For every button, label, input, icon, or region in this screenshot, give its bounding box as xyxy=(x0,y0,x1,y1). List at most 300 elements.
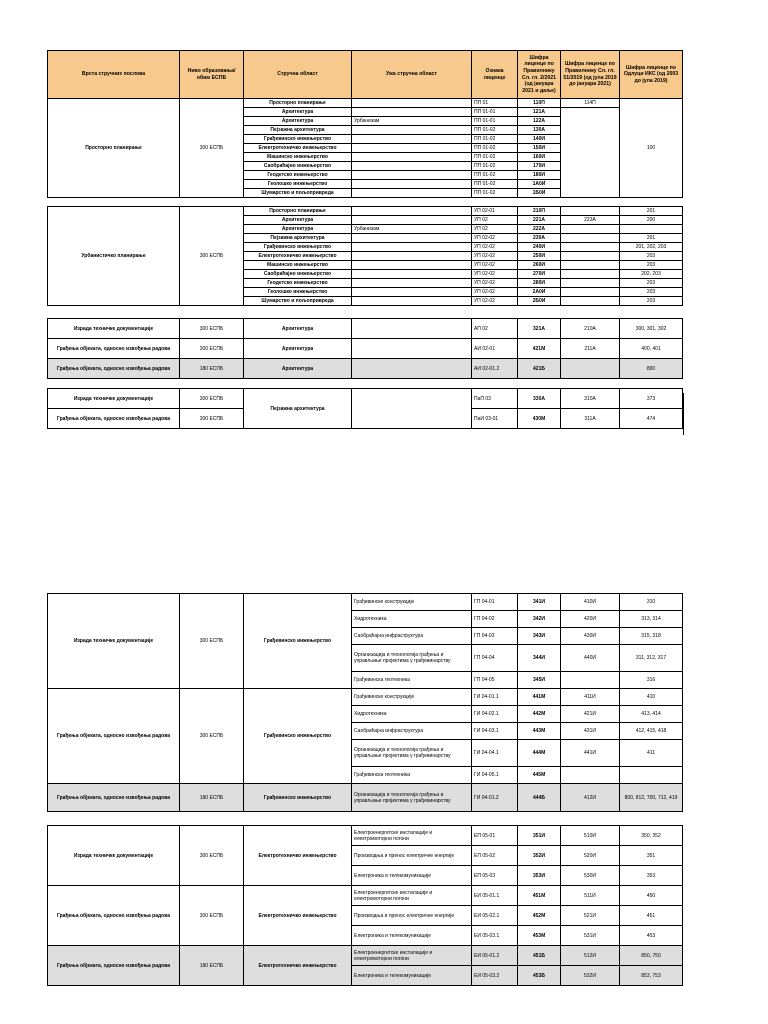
code-2003-cell: 202, 203 xyxy=(620,270,683,279)
license-mark-cell: ЕИ 05-03.2 xyxy=(472,966,518,986)
narrow-area-cell: Производња и пренос електричне енергије xyxy=(352,906,472,926)
code-2021-cell: 351И xyxy=(518,826,561,846)
area-cell: Просторно планирање xyxy=(244,207,352,216)
code-2003-cell: 316 xyxy=(620,672,683,689)
narrow-area-cell: Електроенергетске инсталације и електромоторни погони xyxy=(352,886,472,906)
code-2021-cell: 430М xyxy=(518,409,561,429)
table-header-row xyxy=(48,51,683,99)
code-2019-cell: 412И xyxy=(561,784,620,812)
code-2021-cell: 342И xyxy=(518,611,561,628)
area-cell: Архитектура xyxy=(244,216,352,225)
area-cell: Грађевинско инжењерство xyxy=(244,594,352,689)
license-mark-cell: ЕП 05-01 xyxy=(472,826,518,846)
level-cell: 300 ЕСПБ xyxy=(180,99,244,198)
header-narrow-area: Ужа стручна област xyxy=(352,51,472,99)
area-cell: Шумарство и пољопривреда xyxy=(244,297,352,306)
table-electrical-engineering xyxy=(47,825,683,986)
code-2019-cell xyxy=(561,767,620,784)
narrow-area-cell xyxy=(352,171,472,180)
work-type-cell: Грађења објеката, односно извођења радова xyxy=(48,689,180,784)
code-2003-cell: 201 xyxy=(620,207,683,216)
narrow-area-cell xyxy=(352,279,472,288)
code-2019-cell: 310А xyxy=(561,389,620,409)
code-2003-cell: 100 xyxy=(620,99,683,198)
code-2021-cell: 110П xyxy=(518,99,561,108)
narrow-area-cell xyxy=(352,189,472,198)
work-type-cell: Грађења објеката, односно извођења радова xyxy=(48,784,180,812)
license-mark-cell: ПП 01-02 xyxy=(472,135,518,144)
code-2021-cell: 344И xyxy=(518,645,561,672)
group5-body xyxy=(48,594,683,812)
code-2021-cell: 221А xyxy=(518,216,561,225)
narrow-area-cell: Грађевинске конструкције xyxy=(352,689,472,706)
code-2019-cell: 530И xyxy=(561,866,620,886)
group6-body xyxy=(48,826,683,986)
code-2019-cell xyxy=(561,207,620,216)
level-cell: 300 ЕСПБ xyxy=(180,689,244,784)
level-cell: 300 ЕСПБ xyxy=(180,826,244,886)
license-mark-cell: ПП 01-01 xyxy=(472,117,518,126)
header-license-mark: Ознака лиценце xyxy=(472,51,518,99)
license-mark-cell: АП 02 xyxy=(472,319,518,339)
right-border-line xyxy=(683,393,684,435)
code-2021-cell: 280И xyxy=(518,279,561,288)
code-2003-cell: 853, 753 xyxy=(620,966,683,986)
code-2019-cell: 410И xyxy=(561,594,620,611)
work-type-cell: Грађења објеката, односно извођења радова xyxy=(48,339,180,359)
license-mark-cell: АИ 02-01 xyxy=(472,339,518,359)
work-type-cell: Израда техничке документације xyxy=(48,319,180,339)
area-cell: Геодетско инжењерство xyxy=(244,279,352,288)
area-cell: Машинско инжењерство xyxy=(244,261,352,270)
license-mark-cell: ЕП 05-02 xyxy=(472,846,518,866)
area-cell: Архитектура xyxy=(244,225,352,234)
work-type-cell: Израда техничке документације xyxy=(48,389,180,409)
code-2019-cell xyxy=(561,234,620,243)
code-2021-cell: 180И xyxy=(518,171,561,180)
code-2019-cell: 223А xyxy=(561,216,620,225)
code-2019-cell xyxy=(561,225,620,234)
area-cell: Архитектура xyxy=(244,108,352,117)
narrow-area-cell xyxy=(352,243,472,252)
table-urban-planning xyxy=(47,206,683,306)
code-2003-cell: 453 xyxy=(620,926,683,946)
table-row xyxy=(48,207,683,216)
code-2019-cell: 114П xyxy=(561,99,620,108)
license-mark-cell: ПП 01-01 xyxy=(472,108,518,117)
narrow-area-cell: Електроенергетске инсталације и електромоторни погони xyxy=(352,826,472,846)
area-cell: Геолошко инжењерство xyxy=(244,288,352,297)
narrow-area-cell xyxy=(352,339,472,359)
area-cell: Електротехничко инжењерство xyxy=(244,252,352,261)
code-2019-cell: 311А xyxy=(561,409,620,429)
header-education-level: Ниво образовања/обим ЕСПБ xyxy=(180,51,244,99)
code-2019-cell: 211А xyxy=(561,339,620,359)
code-2019-cell: 411И xyxy=(561,689,620,706)
code-2003-cell: 350, 352 xyxy=(620,826,683,846)
area-cell: Грађевинско инжењерство xyxy=(244,784,352,812)
license-mark-cell: УП 02-01 xyxy=(472,207,518,216)
area-cell: Електротехничко инжењерство xyxy=(244,144,352,153)
code-2003-cell: 450 xyxy=(620,886,683,906)
license-mark-cell: ПП 01-02 xyxy=(472,171,518,180)
code-2021-cell: 160И xyxy=(518,153,561,162)
code-2003-cell: 411 xyxy=(620,740,683,767)
narrow-area-cell: Организација и технологија грађења и управљање пројектима у грађевинарству xyxy=(352,645,472,672)
group3-body xyxy=(48,319,683,379)
table-row xyxy=(48,946,683,966)
table-row xyxy=(48,689,683,706)
license-mark-cell: ПП 01-02 xyxy=(472,189,518,198)
header-code-2019: Шифра лиценце по Правилнику Сл. гл. 51/2019 (од јула 2019 до јануара 2021) xyxy=(561,51,620,99)
code-2021-cell: 451М xyxy=(518,886,561,906)
code-2003-cell: 310 xyxy=(620,594,683,611)
code-2021-cell: 230А xyxy=(518,234,561,243)
code-2021-cell: 352И xyxy=(518,846,561,866)
area-cell: Пејзажна архитектура xyxy=(244,234,352,243)
narrow-area-cell xyxy=(352,297,472,306)
code-2003-cell: 474 xyxy=(620,409,683,429)
level-cell: 180 ЕСПБ xyxy=(180,946,244,986)
code-2021-cell: 444Б xyxy=(518,784,561,812)
table-row xyxy=(48,339,683,359)
code-2021-cell: 452М xyxy=(518,906,561,926)
code-2003-cell: 300, 301, 302 xyxy=(620,319,683,339)
license-mark-cell: ГП 04-01 xyxy=(472,594,518,611)
license-mark-cell: ГП 04-03 xyxy=(472,628,518,645)
license-mark-cell: ГИ 04-03.1 xyxy=(472,723,518,740)
code-2021-cell: 445М xyxy=(518,767,561,784)
license-mark-cell: ПП 01-02 xyxy=(472,180,518,189)
area-cell: Електротехничко инжењерство xyxy=(244,946,352,986)
license-mark-cell: ПП 01-02 xyxy=(472,144,518,153)
license-mark-cell: ГИ 04-05.1 xyxy=(472,767,518,784)
work-type-cell: Грађења објеката, односно извођења радова xyxy=(48,946,180,986)
code-2019-cell xyxy=(561,288,620,297)
code-2019-cell xyxy=(561,243,620,252)
license-mark-cell: ГИ 04-04.1 xyxy=(472,740,518,767)
code-2003-cell: 412, 415, 418 xyxy=(620,723,683,740)
table-row xyxy=(48,319,683,339)
narrow-area-cell xyxy=(352,389,472,429)
code-2019-cell: 512И xyxy=(561,946,620,966)
code-2021-cell: 150И xyxy=(518,144,561,153)
code-2021-cell: 140И xyxy=(518,135,561,144)
area-cell: Архитектура xyxy=(244,359,352,379)
license-mark-cell: УП 02-02 xyxy=(472,261,518,270)
work-type-cell: Израда техничке документације xyxy=(48,826,180,886)
narrow-area-cell xyxy=(352,162,472,171)
level-cell: 300 ЕСПБ xyxy=(180,389,244,409)
license-mark-cell: ПП 01-02 xyxy=(472,126,518,135)
code-2019-cell: 510И xyxy=(561,826,620,846)
work-type-cell: Грађења објеката, односно извођења радова xyxy=(48,359,180,379)
area-cell: Грађевинско инжењерство xyxy=(244,243,352,252)
narrow-area-cell: Производња и пренос електричне енергије xyxy=(352,846,472,866)
code-2019-cell: 431И xyxy=(561,723,620,740)
code-2021-cell: 222А xyxy=(518,225,561,234)
code-2003-cell: 315, 318 xyxy=(620,628,683,645)
code-2019-cell xyxy=(561,261,620,270)
area-cell: Шумарство и пољопривреда xyxy=(244,189,352,198)
header-code-2021: Шифра лиценце по Правилнику Сл. гл. 2/2021 (од јануара 2021 и даље) xyxy=(518,51,561,99)
narrow-area-cell: Хидротехника xyxy=(352,706,472,723)
code-2003-cell: 200 xyxy=(620,216,683,225)
narrow-area-cell xyxy=(352,144,472,153)
license-mark-cell: ЕИ 05-01.1 xyxy=(472,886,518,906)
table-landscape-architecture xyxy=(47,388,683,429)
narrow-area-cell xyxy=(352,108,472,117)
license-mark-cell: ГИ 04-01.2 xyxy=(472,784,518,812)
code-2019-cell: 440И xyxy=(561,645,620,672)
code-2019-cell: 521И xyxy=(561,906,620,926)
code-2021-cell: 121А xyxy=(518,108,561,117)
code-2021-cell: 453Б xyxy=(518,966,561,986)
code-2003-cell: 451 xyxy=(620,906,683,926)
area-cell: Геолошко инжењерство xyxy=(244,180,352,189)
level-cell: 300 ЕСПБ xyxy=(180,409,244,429)
code-2003-cell xyxy=(620,225,683,234)
narrow-area-cell: Грађевинске конструкције xyxy=(352,594,472,611)
table-row xyxy=(48,359,683,379)
area-cell: Геодетско инжењерство xyxy=(244,171,352,180)
license-mark-cell: ПП 01-02 xyxy=(472,162,518,171)
table-spatial-planning xyxy=(47,50,683,198)
license-mark-cell: УП 02-02 xyxy=(472,234,518,243)
code-2003-cell: 800 xyxy=(620,359,683,379)
narrow-area-cell: Саобраћајна инфраструктура xyxy=(352,723,472,740)
narrow-area-cell xyxy=(352,270,472,279)
code-2021-cell: 343И xyxy=(518,628,561,645)
level-cell: 180 ЕСПБ xyxy=(180,359,244,379)
narrow-area-cell xyxy=(352,126,472,135)
narrow-area-cell xyxy=(352,319,472,339)
code-2003-cell: 351 xyxy=(620,846,683,866)
table-architecture xyxy=(47,318,683,379)
code-2019-cell xyxy=(561,297,620,306)
level-cell: 300 ЕСПБ xyxy=(180,886,244,946)
narrow-area-cell: Грађевинска геотехника xyxy=(352,672,472,689)
code-2021-cell: 130А xyxy=(518,126,561,135)
code-2021-cell: 421М xyxy=(518,339,561,359)
table-row xyxy=(48,784,683,812)
code-2003-cell: 203 xyxy=(620,261,683,270)
license-mark-cell: ПП 01 xyxy=(472,99,518,108)
code-2021-cell: 2А0И xyxy=(518,288,561,297)
area-cell: Саобраћајно инжењерство xyxy=(244,270,352,279)
license-mark-cell: ЕИ 05-02.1 xyxy=(472,906,518,926)
work-type-cell: Грађења објеката, односно извођења радова xyxy=(48,886,180,946)
code-2019-cell xyxy=(561,279,620,288)
license-mark-cell: ПП 01-02 xyxy=(472,153,518,162)
narrow-area-cell xyxy=(352,153,472,162)
work-type-cell: Израда техничке документације xyxy=(48,594,180,689)
code-2019-cell: 420И xyxy=(561,611,620,628)
work-type-cell: Урбанистичко планирање xyxy=(48,207,180,306)
code-2003-cell: 201 xyxy=(620,234,683,243)
license-mark-cell: УП 02-02 xyxy=(472,252,518,261)
code-2021-cell: 443М xyxy=(518,723,561,740)
code-2021-cell: 170И xyxy=(518,162,561,171)
narrow-area-cell xyxy=(352,207,472,216)
code-2021-cell: 2Б0И xyxy=(518,297,561,306)
code-2021-cell: 341И xyxy=(518,594,561,611)
license-mark-cell: ГП 04-04 xyxy=(472,645,518,672)
license-mark-cell: ГП 04-02 xyxy=(472,611,518,628)
table-row xyxy=(48,99,683,108)
code-2019-cell xyxy=(561,270,620,279)
code-2003-cell: 353 xyxy=(620,866,683,886)
license-mark-cell: ГП 04-05 xyxy=(472,672,518,689)
code-2021-cell: 1А0И xyxy=(518,180,561,189)
code-2003-cell xyxy=(620,767,683,784)
header-code-2003: Шифра лиценце по Одлуци ИКС (од 2003 до јула 2019) xyxy=(620,51,683,99)
area-cell: Пејзажна архитектура xyxy=(244,126,352,135)
narrow-area-cell: Урбанизам xyxy=(352,225,472,234)
table-row xyxy=(48,886,683,906)
narrow-area-cell xyxy=(352,99,472,108)
narrow-area-cell xyxy=(352,234,472,243)
license-mark-cell: ПаИ 03-01 xyxy=(472,409,518,429)
code-2003-cell: 313, 314 xyxy=(620,611,683,628)
code-2021-cell: 441М xyxy=(518,689,561,706)
code-2019-cell: 421И xyxy=(561,706,620,723)
area-cell: Машинско инжењерство xyxy=(244,153,352,162)
license-mark-cell: УП 02-02 xyxy=(472,297,518,306)
work-type-cell: Грађења објеката, односно извођења радова xyxy=(48,409,180,429)
code-2019-cell xyxy=(561,672,620,689)
code-2021-cell: 250И xyxy=(518,252,561,261)
code-2019-cell: 532И xyxy=(561,966,620,986)
narrow-area-cell: Електроника и телекомуникације xyxy=(352,926,472,946)
narrow-area-cell: Организација и технологија грађења и управљање пројектима у грађевинарству xyxy=(352,740,472,767)
narrow-area-cell: Хидротехника xyxy=(352,611,472,628)
code-2021-cell: 444М xyxy=(518,740,561,767)
code-2021-cell: 453М xyxy=(518,926,561,946)
code-2021-cell: 345И xyxy=(518,672,561,689)
code-2021-cell: 122А xyxy=(518,117,561,126)
license-mark-cell: ЕИ 05-03.1 xyxy=(472,926,518,946)
code-2019-cell: 441И xyxy=(561,740,620,767)
code-2021-cell: 330А xyxy=(518,389,561,409)
code-2019-cell: 520И xyxy=(561,846,620,866)
code-2003-cell: 203 xyxy=(620,297,683,306)
license-mark-cell: ГИ 04-01.1 xyxy=(472,689,518,706)
code-2021-cell: 1Б0И xyxy=(518,189,561,198)
level-cell: 300 ЕСПБ xyxy=(180,319,244,339)
code-2021-cell: 451Б xyxy=(518,946,561,966)
narrow-area-cell: Електроника и телекомуникације xyxy=(352,966,472,986)
code-2003-cell: 400, 401 xyxy=(620,339,683,359)
license-mark-cell: ПаП 03 xyxy=(472,389,518,409)
header-professional-area: Стручна област xyxy=(244,51,352,99)
license-mark-cell: УП 02-02 xyxy=(472,288,518,297)
area-cell: Грађевинско инжењерство xyxy=(244,135,352,144)
level-cell: 180 ЕСПБ xyxy=(180,784,244,812)
narrow-area-cell: Саобраћајна инфраструктура xyxy=(352,628,472,645)
license-mark-cell: УП 02 xyxy=(472,225,518,234)
license-mark-cell: ЕП 05-03 xyxy=(472,866,518,886)
code-2021-cell: 353И xyxy=(518,866,561,886)
license-mark-cell: УП 02-02 xyxy=(472,243,518,252)
code-2019-cell xyxy=(561,359,620,379)
code-2003-cell: 800, 812, 700, 712, 419 xyxy=(620,784,683,812)
code-2003-cell: 203 xyxy=(620,288,683,297)
narrow-area-cell: Урбанизам xyxy=(352,117,472,126)
table-civil-engineering xyxy=(47,593,683,812)
code-2003-cell: 203 xyxy=(620,252,683,261)
code-2021-cell: 240И xyxy=(518,243,561,252)
code-2003-cell: 410 xyxy=(620,689,683,706)
narrow-area-cell xyxy=(352,135,472,144)
table-row xyxy=(48,594,683,611)
license-mark-cell: УП 02 xyxy=(472,216,518,225)
code-2003-cell: 201, 202, 203 xyxy=(620,243,683,252)
license-mark-cell: ЕИ 05-01.2 xyxy=(472,946,518,966)
narrow-area-cell: Електроника и телекомуникације xyxy=(352,866,472,886)
code-2019-cell: 511И xyxy=(561,886,620,906)
area-cell: Пејзажна архитектура xyxy=(244,389,352,429)
code-2021-cell: 442М xyxy=(518,706,561,723)
level-cell: 300 ЕСПБ xyxy=(180,594,244,689)
narrow-area-cell xyxy=(352,216,472,225)
area-cell: Грађевинско инжењерство xyxy=(244,689,352,784)
code-2019-cell xyxy=(561,108,620,198)
area-cell: Просторно планирање xyxy=(244,99,352,108)
code-2003-cell: 311, 312, 317 xyxy=(620,645,683,672)
table-row xyxy=(48,826,683,846)
area-cell: Архитектура xyxy=(244,319,352,339)
narrow-area-cell: Електроенергетске инсталације и електромоторни погони xyxy=(352,946,472,966)
narrow-area-cell xyxy=(352,288,472,297)
area-cell: Саобраћајно инжењерство xyxy=(244,162,352,171)
work-type-cell: Просторно планирање xyxy=(48,99,180,198)
code-2003-cell: 850, 750 xyxy=(620,946,683,966)
area-cell: Архитектура xyxy=(244,339,352,359)
code-2003-cell: 373 xyxy=(620,389,683,409)
code-2021-cell: 270И xyxy=(518,270,561,279)
license-mark-cell: УП 02-02 xyxy=(472,279,518,288)
group2-body xyxy=(48,207,683,306)
code-2019-cell: 430И xyxy=(561,628,620,645)
level-cell: 300 ЕСПБ xyxy=(180,207,244,306)
code-2021-cell: 210П xyxy=(518,207,561,216)
code-2019-cell: 210А xyxy=(561,319,620,339)
code-2003-cell: 413, 414 xyxy=(620,706,683,723)
narrow-area-cell: Организација и технологија грађења и управљање пројектима у грађевинарству xyxy=(352,784,472,812)
narrow-area-cell xyxy=(352,252,472,261)
code-2019-cell: 531И xyxy=(561,926,620,946)
group1-body xyxy=(48,99,683,198)
narrow-area-cell xyxy=(352,261,472,270)
area-cell: Електротехничко инжењерство xyxy=(244,826,352,886)
code-2019-cell xyxy=(561,252,620,261)
code-2021-cell: 321А xyxy=(518,319,561,339)
license-mark-cell: УП 02-02 xyxy=(472,270,518,279)
narrow-area-cell xyxy=(352,359,472,379)
code-2021-cell: 421Б xyxy=(518,359,561,379)
area-cell: Архитектура xyxy=(244,117,352,126)
level-cell: 300 ЕСПБ xyxy=(180,339,244,359)
narrow-area-cell xyxy=(352,180,472,189)
table-row xyxy=(48,389,683,409)
license-mark-cell: ГИ 04-02.1 xyxy=(472,706,518,723)
header-work-type: Врста стручних послова xyxy=(48,51,180,99)
code-2021-cell: 260И xyxy=(518,261,561,270)
code-2003-cell: 203 xyxy=(620,279,683,288)
narrow-area-cell: Грађевинска геотехника xyxy=(352,767,472,784)
license-mark-cell: АИ 02-01.2 xyxy=(472,359,518,379)
